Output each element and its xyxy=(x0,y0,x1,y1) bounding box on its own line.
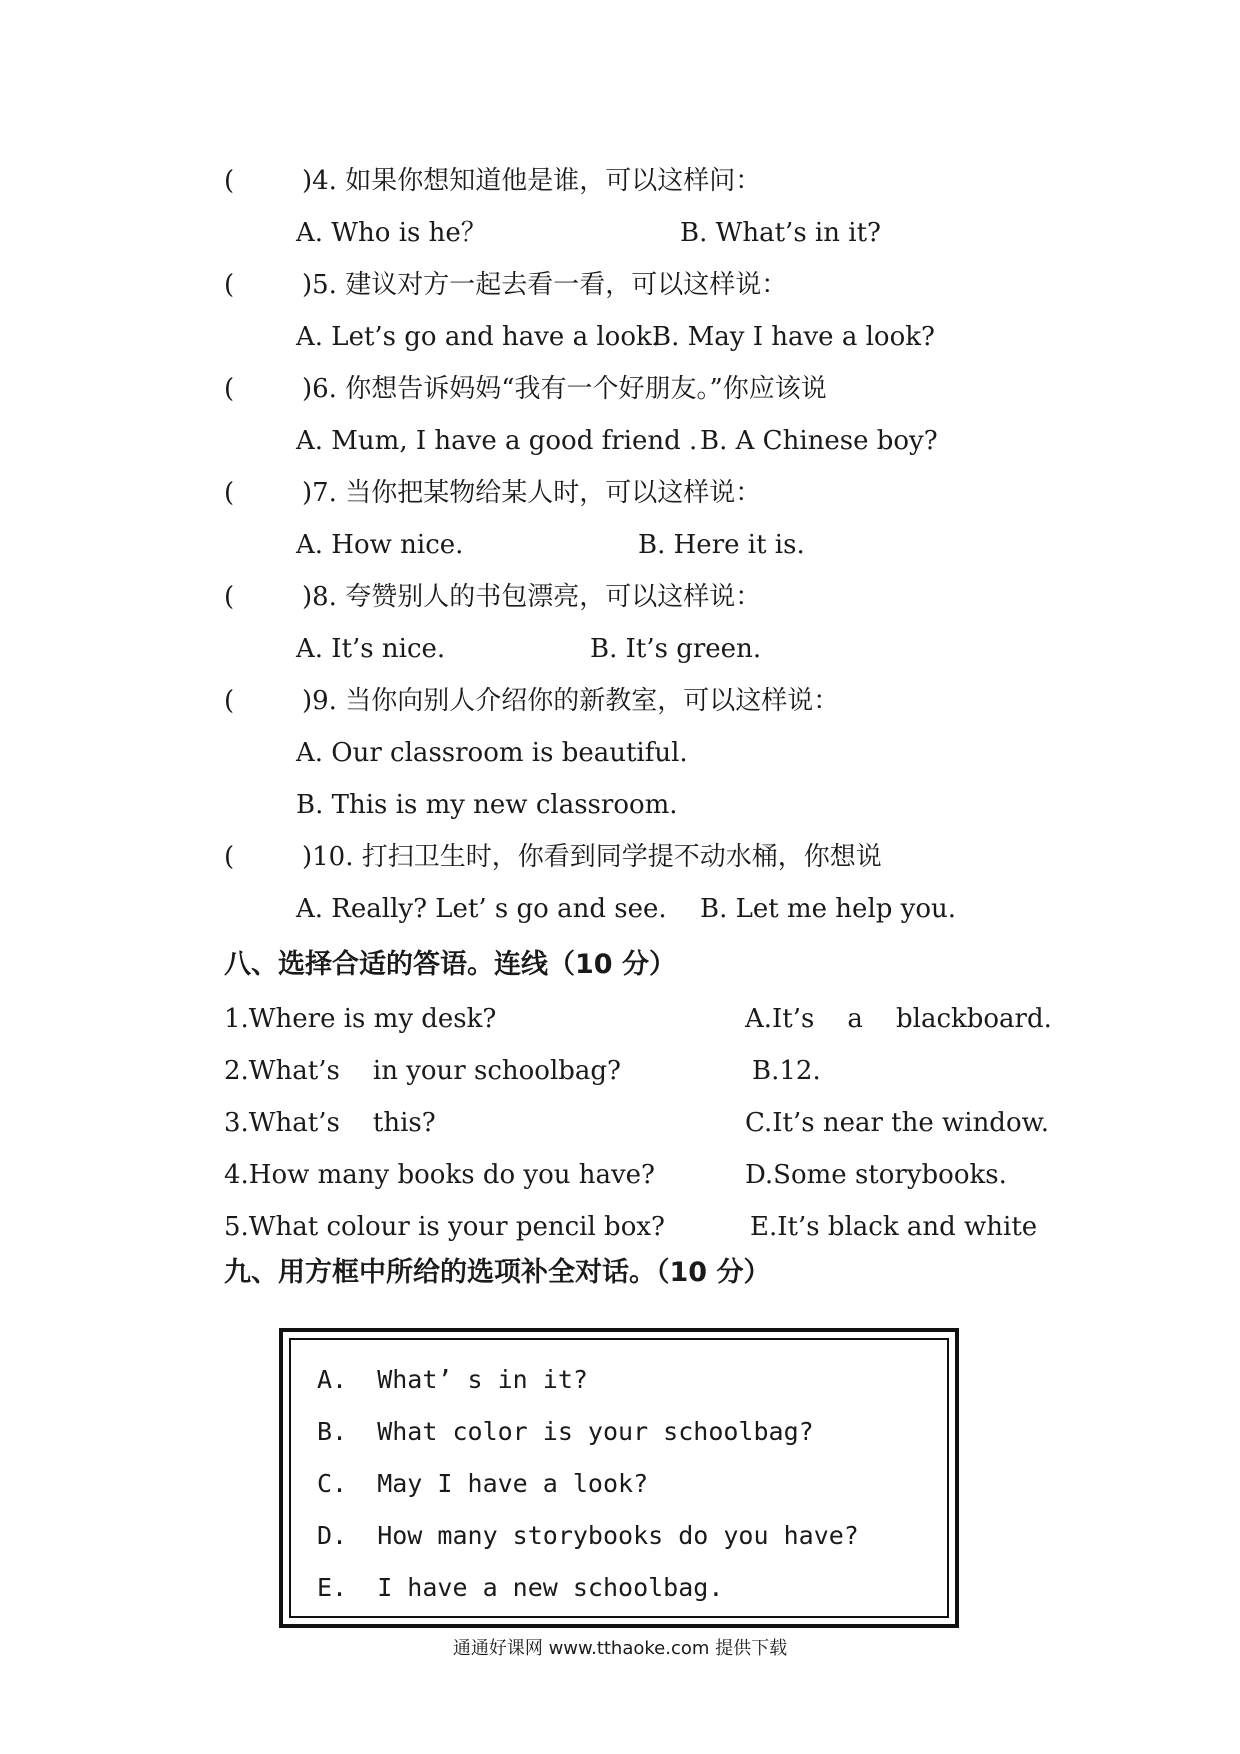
question-stem-9: )9. 当你向别人介绍你的新教室，可以这样说： xyxy=(302,686,840,716)
match-answer-b: B.12. xyxy=(752,1056,821,1086)
question-stem-4: )4. 如果你想知道他是谁，可以这样问： xyxy=(302,166,762,196)
footer-credit: 通通好课网 www.tthaoke.com 提供下载 xyxy=(452,1638,788,1659)
answer-paren-open-10: ( xyxy=(224,842,235,872)
match-question-1: 1.Where is my desk? xyxy=(224,1004,497,1034)
answer-paren-open-7: ( xyxy=(224,478,235,508)
section9-title: 九、用方框中所给的选项补全对话。（10 分） xyxy=(224,1257,771,1288)
box-option-b: B. What color is your schoolbag? xyxy=(317,1417,814,1446)
question-9-option-b: B. This is my new classroom. xyxy=(296,790,678,820)
question-10-option-b: B. Let me help you. xyxy=(700,894,957,924)
question-8-option-a: A. It’s nice. xyxy=(296,634,446,664)
match-answer-c: C.It’s near the window. xyxy=(745,1108,1050,1138)
question-stem-5: )5. 建议对方一起去看一看，可以这样说： xyxy=(302,270,788,300)
question-stem-6: )6. 你想告诉妈妈“我有一个好朋友。”你应该说 xyxy=(302,374,827,404)
match-question-4: 4.How many books do you have? xyxy=(224,1160,655,1190)
box-option-d: D. How many storybooks do you have? xyxy=(317,1521,859,1550)
match-answer-e: E.It’s black and white xyxy=(750,1212,1038,1242)
match-answer-a: A.It’s a blackboard. xyxy=(745,1004,1052,1034)
match-answer-d: D.Some storybooks. xyxy=(745,1160,1007,1190)
question-10-option-a: A. Really? Let’ s go and see. xyxy=(296,894,667,924)
question-8-option-b: B. It’s green. xyxy=(590,634,762,664)
question-5-option-b: B. May I have a look? xyxy=(652,322,935,352)
question-9-option-a: A. Our classroom is beautiful. xyxy=(296,738,688,768)
match-question-2: 2.What’s in your schoolbag? xyxy=(224,1056,621,1086)
question-4-option-a: A. Who is he？ xyxy=(296,218,487,248)
question-6-option-a: A. Mum, I have a good friend . xyxy=(296,426,698,456)
question-6-option-b: B. A Chinese boy? xyxy=(700,426,938,456)
answer-paren-open-6: ( xyxy=(224,374,235,404)
question-stem-10: )10. 打扫卫生时，你看到同学提不动水桶，你想说 xyxy=(302,842,882,872)
answer-paren-open-4: ( xyxy=(224,166,235,196)
box-option-a: A. What’ s in it? xyxy=(317,1365,588,1394)
section8-title: 八、选择合适的答语。连线（10 分） xyxy=(224,949,676,980)
question-4-option-b: B. What’s in it? xyxy=(680,218,881,248)
box-option-e: E. I have a new schoolbag. xyxy=(317,1573,724,1602)
question-5-option-a: A. Let’s go and have a look. xyxy=(296,322,660,352)
question-stem-8: )8. 夸赞别人的书包漂亮，可以这样说： xyxy=(302,582,762,612)
match-question-5: 5.What colour is your pencil box? xyxy=(224,1212,665,1242)
answer-paren-open-9: ( xyxy=(224,686,235,716)
options-box xyxy=(279,1328,959,1628)
answer-paren-open-8: ( xyxy=(224,582,235,612)
match-question-3: 3.What’s this? xyxy=(224,1108,436,1138)
question-stem-7: )7. 当你把某物给某人时，可以这样说： xyxy=(302,478,762,508)
options-box-inner xyxy=(289,1338,949,1618)
question-7-option-b: B. Here it is. xyxy=(638,530,805,560)
answer-paren-open-5: ( xyxy=(224,270,235,300)
question-7-option-a: A. How nice. xyxy=(296,530,464,560)
box-option-c: C. May I have a look? xyxy=(317,1469,649,1498)
